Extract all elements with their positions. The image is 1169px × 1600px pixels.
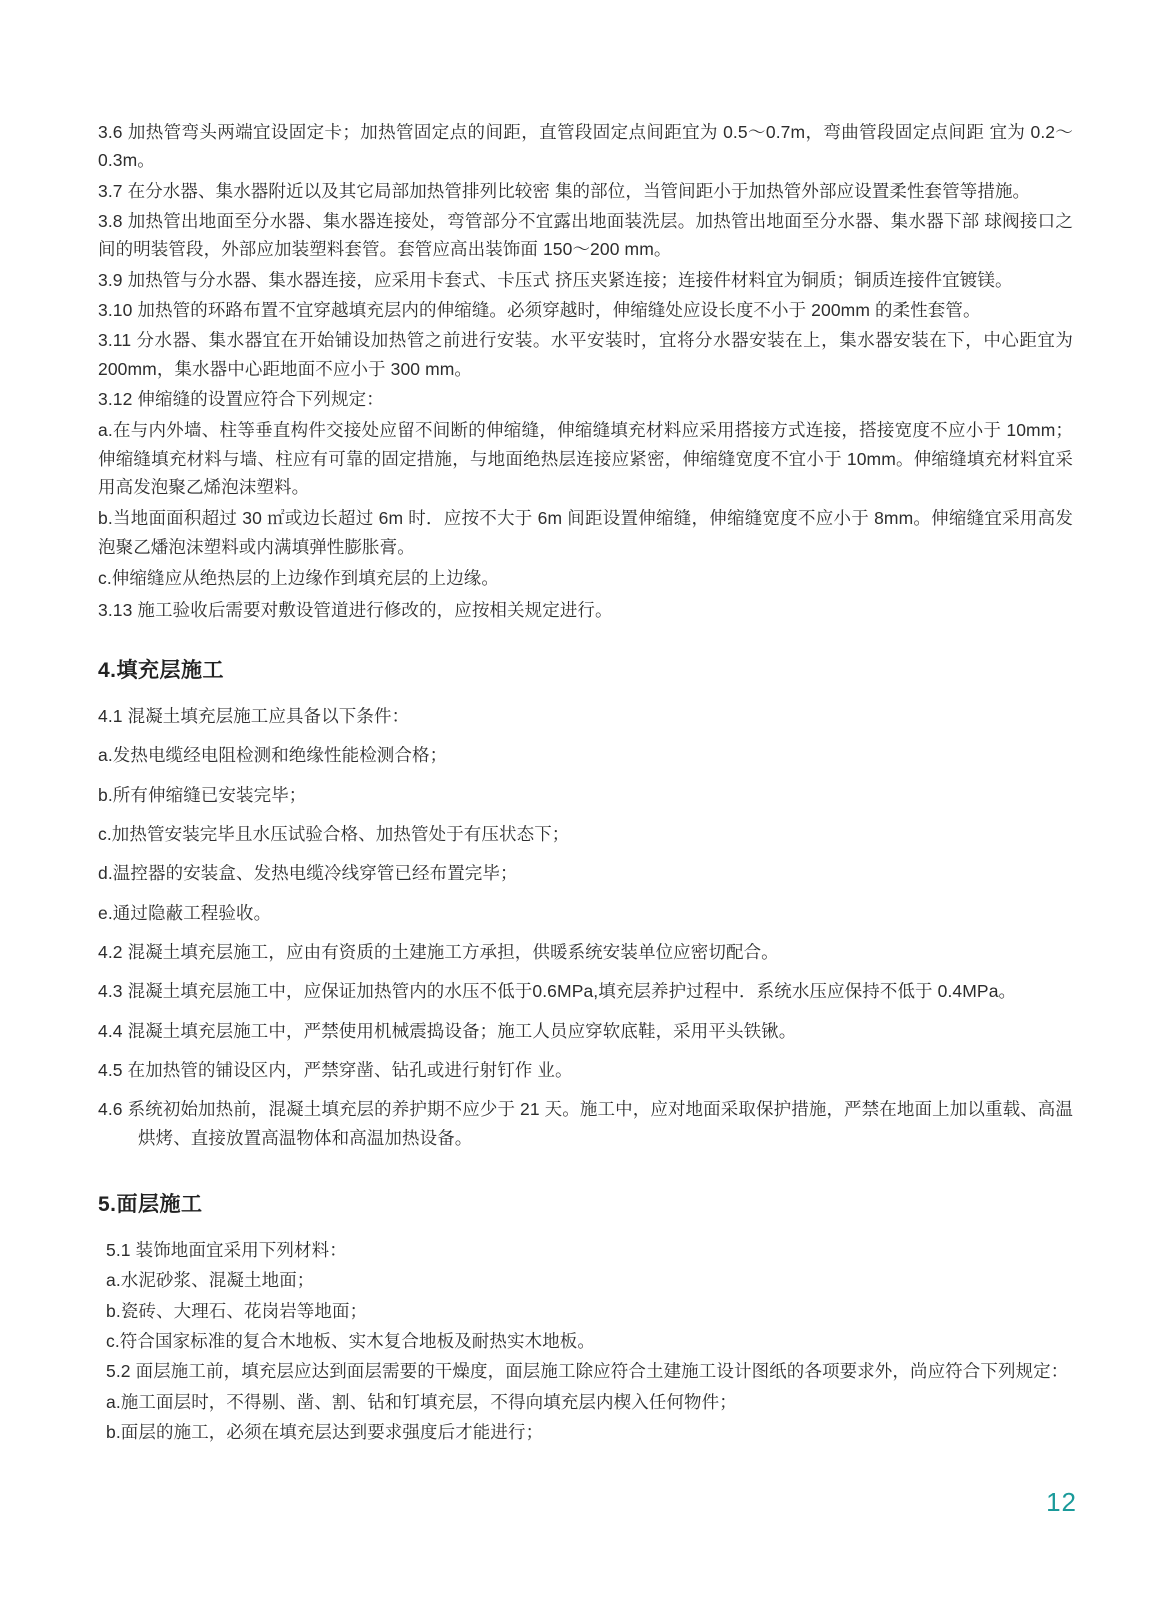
paragraph-4-5: 4.5 在加热管的铺设区内，严禁穿凿、钻孔或进行射钉作 业。 xyxy=(98,1059,573,1080)
paragraph-3-13: 3.13 施工验收后需要对敷设管道进行修改的，应按相关规定进行。 xyxy=(98,599,613,620)
section-3-continued xyxy=(98,118,1073,624)
paragraph-5-2-a: a.施工面层时，不得剔、凿、割、钻和钉填充层，不得向填充层内楔入任何物件； xyxy=(106,1391,737,1412)
paragraph-4-4: 4.4 混凝土填充层施工中，严禁使用机械震捣设备；施工人员应穿软底鞋，采用平头铁锹。 xyxy=(98,1020,797,1041)
paragraph-4-1-b: b.所有伸缩缝已安装完毕； xyxy=(98,784,307,805)
paragraph-5-1-b: b.瓷砖、大理石、花岗岩等地面； xyxy=(106,1300,368,1321)
paragraph-3-12-c: c.伸缩缝应从绝热层的上边缘作到填充层的上边缘。 xyxy=(98,568,500,589)
paragraph-4-1-e: e.通过隐蔽工程验收。 xyxy=(98,902,272,923)
paragraph-3-8: 3.8 加热管出地面至分水器、集水器连接处，弯管部分不宜露出地面装洗层。加热管出地面至分水器、集水器下部 球阀接口之间的明装管段，外部应加装塑料套管。套管应高出装饰面 150～200 mm。 xyxy=(98,211,1073,260)
page-number: 12 xyxy=(1046,1487,1077,1517)
paragraph-3-12-b: b.当地面面积超过 30 ㎡或边长超过 6m 时．应按不大于 6m 间距设置伸缩缝，伸缩缝宽度不应小于 8mm。伸缩缝宜采用高发泡聚乙燔泡沫塑料或内满填弹性膨胀膏。 xyxy=(98,508,1073,557)
section-5-heading: 5.面层施工 xyxy=(98,1192,203,1216)
paragraph-5-2-b: b.面层的施工，必须在填充层达到要求强度后才能进行； xyxy=(106,1422,544,1443)
paragraph-5-1-c: c.符合国家标准的复合木地板、实木复合地板及耐热实木地板。 xyxy=(106,1331,596,1351)
paragraph-3-11: 3.11 分水器、集水器宜在开始铺设加热管之前进行安装。水平安装时，宜将分水器安装在上，集水器安装在下，中心距宜为 200mm，集水器中心距地面不应小于 300 mm。 xyxy=(98,330,1073,379)
paragraph-3-12-a: a.在与内外墙、柱等垂直构件交接处应留不间断的伸缩缝，伸缩缝填充材料应采用搭接方式连接，搭接宽度不应小于 10mm；伸缩缝填充材料与墙、柱应有可靠的固定措施，与地面绝热层连接应紧密，伸缩缝宽度不宜小于 10mm。伸缩缝填充材料宜采用高发泡聚乙烯泡沫塑料。 xyxy=(98,420,1073,498)
paragraph-4-1-c: c.加热管安装完毕且水压试验合格、加热管处于有压状态下； xyxy=(98,823,570,844)
paragraph-4-6-text: 4.6 系统初始加热前，混凝土填充层的养护期不应少于 21 天。施工中，应对地面采取保护措施，严禁在地面上加以重载、高温烘烤、直接放置高温物体和高温加热设备。 xyxy=(98,1099,1073,1148)
paragraph-4-1-a: a.发热电缆经电阻检测和绝缘性能检测合格； xyxy=(98,745,448,766)
paragraph-3-10: 3.10 加热管的环路布置不宜穿越填充层内的伸缩缝。必须穿越时，伸缩缝处应设长度不小于 200mm 的柔性套管。 xyxy=(98,300,981,321)
paragraph-3-7: 3.7 在分水器、集水器附近以及其它局部加热管排列比较密 集的部位，当管间距小于加热管外部应设置柔性套管等措施。 xyxy=(98,180,1031,201)
paragraph-4-1-d: d.温控器的安装盒、发热电缆冷线穿管已经布置完毕； xyxy=(98,863,518,884)
section-5 xyxy=(98,1188,1073,1446)
paragraph-4-1: 4.1 混凝土填充层施工应具备以下条件： xyxy=(98,705,410,726)
paragraph-4-2: 4.2 混凝土填充层施工，应由有资质的土建施工方承担，供暖系统安装单位应密切配合。 xyxy=(98,941,779,962)
paragraph-3-6: 3.6 加热管弯头两端宜设固定卡；加热管固定点的间距，直管段固定点间距宜为 0.5～0.7m，弯曲管段固定点间距 宜为 0.2～0.3m。 xyxy=(98,122,1073,171)
section-4 xyxy=(98,654,1073,1152)
paragraph-5-1-a: a.水泥砂浆、混凝土地面； xyxy=(106,1270,315,1291)
paragraph-5-2: 5.2 面层施工前，填充层应达到面层需要的干燥度，面层施工除应符合土建施工设计图纸的各项要求外，尚应符合下列规定： xyxy=(106,1361,1069,1382)
section-4-heading: 4.填充层施工 xyxy=(98,658,225,682)
paragraph-4-3: 4.3 混凝土填充层施工中，应保证加热管内的水压不低于0.6MPa,填充层养护过程中．系统水压应保持不低于 0.4MPa。 xyxy=(98,981,1017,1002)
paragraph-3-9: 3.9 加热管与分水器、集水器连接，应采用卡套式、卡压式 挤压夹紧连接；连接件材料宜为铜质；铜质连接件宜镀镁。 xyxy=(98,269,1013,290)
paragraph-3-12: 3.12 伸缩缝的设置应符合下列规定： xyxy=(98,389,384,410)
paragraph-5-1: 5.1 装饰地面宜采用下列材料： xyxy=(106,1239,347,1260)
document-body xyxy=(98,118,1073,1448)
paragraph-4-6 xyxy=(98,1095,1073,1152)
